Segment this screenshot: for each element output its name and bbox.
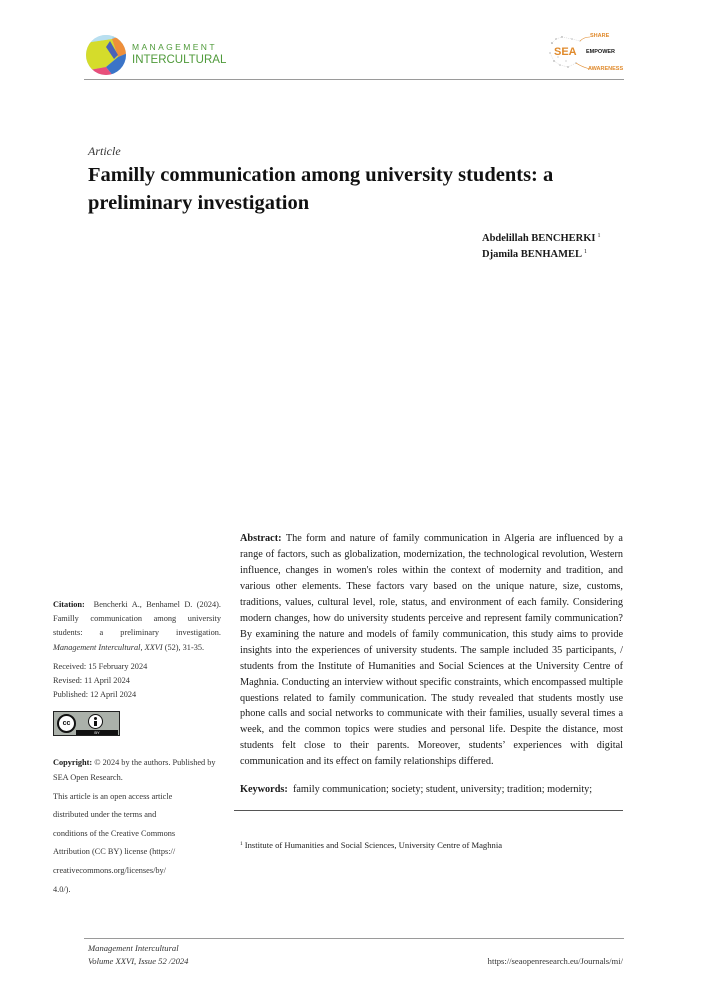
main-column: [240, 531, 623, 851]
publisher-logo-main: SEA: [554, 46, 577, 58]
affiliation-footnote: [240, 839, 623, 851]
keywords: [240, 782, 623, 798]
multicolor-ball-logo-icon: [84, 33, 128, 77]
cc-label: cc: [57, 714, 76, 733]
license-line: distributed under the terms and: [53, 810, 157, 820]
citation-label: Citation:: [53, 600, 85, 609]
title-block: [88, 143, 628, 263]
keywords-label: Keywords:: [240, 784, 288, 796]
footnote-text: Institute of Humanities and Social Sciences, University Centre of Maghnia: [244, 840, 503, 851]
attribution-person-icon: [88, 714, 103, 729]
copyright-text: © 2024 by the authors. Published by SEA Open Research.: [53, 757, 216, 782]
citation-tail: (52), 31-35.: [164, 642, 205, 652]
publisher-logo: [546, 31, 628, 77]
publisher-logo-share: SHARE: [590, 33, 610, 39]
journal-logo-line2: INTERCULTURAL: [132, 54, 227, 66]
footer-journal-info: [88, 942, 188, 968]
author-list: [88, 231, 628, 263]
received-date: Received: 15 February 2024: [53, 661, 148, 671]
license-line[interactable]: 4.0/).: [53, 884, 71, 894]
citation: [53, 598, 221, 655]
publisher-logo-awareness: AWARENESS: [588, 66, 624, 72]
keywords-divider: [234, 810, 623, 811]
article-title: Familly communication among university students: a preliminary investigation: [88, 164, 554, 214]
affiliation-mark: 1: [597, 233, 601, 239]
author-name: Djamila BENHAMEL: [482, 249, 583, 260]
abstract-text: The form and nature of family communication in Algeria are influenced by a range of factors, such as globalization, modernization, the technological revolution, Western influence, changes in women's roles within the context of modernity and tradition, and various other elements. These factors vary based on the unique nature, size, customs, traditions, values, cultural level, role, status, and environment of each family. Considering modern changes, how do university students perceive and represent family communication? By examining the nature and models of family communication, this study aims to provide insights into the experiences of university students. The sample included 35 participants, / students from the Institute of Humanities and Social Sciences at the University Centre of Maghnia. Conducting an interview without specific constraints, which encompassed multiple questions related to family communication. The study revealed that students mostly use phone calls and social networks to communicate with their families, usually several times a week, and the common topics were studies and personal life. Despite the distance, most students felt close to their parents. Moreover, students’ experiences with digital communication and its effect on family relationships differed.: [240, 533, 623, 768]
citation-journal: Management Intercultural, XXVI: [53, 642, 163, 652]
publisher-logo-empower: EMPOWER: [586, 49, 616, 55]
article-info-sidebar: [53, 598, 221, 899]
revised-date: Revised: 11 April 2024: [53, 676, 130, 686]
footer-journal-name: Management Intercultural: [88, 943, 179, 953]
keywords-text: family communication; society; student, university; tradition; modernity;: [292, 784, 593, 796]
license-line: This article is an open access article: [53, 791, 173, 801]
citation-text: Bencherki A., Benhamel D. (2024). Familly communication among university students: a preliminary investigation.: [53, 600, 221, 638]
copyright-label: Copyright:: [53, 757, 93, 767]
license-line[interactable]: creativecommons.org/licenses/by/: [53, 866, 166, 876]
article-dates: [53, 660, 221, 703]
license-text: [53, 788, 221, 900]
footer-journal-url[interactable]: https://seaopenresearch.eu/Journals/mi/: [487, 956, 623, 966]
article-type-label: Article: [88, 144, 121, 158]
footnote-mark: 1: [240, 841, 243, 848]
copyright: [53, 755, 221, 785]
journal-logo-line1: MANAGEMENT: [132, 42, 217, 52]
abstract: [240, 531, 623, 770]
abstract-label: Abstract:: [240, 533, 282, 544]
license-line[interactable]: Attribution (CC BY) license (https://: [53, 847, 176, 857]
license-line: conditions of the Creative Commons: [53, 828, 176, 838]
creative-commons-by-icon[interactable]: [53, 711, 120, 736]
journal-logo: [84, 33, 234, 77]
footer-divider: [84, 938, 624, 939]
footer-volume-issue: Volume XXVI, Issue 52 /2024: [88, 956, 189, 966]
author-name: Abdelillah BENCHERKI: [482, 233, 596, 244]
by-label: BY: [76, 730, 118, 735]
header-divider: [84, 79, 624, 80]
published-date: Published: 12 April 2024: [53, 690, 137, 700]
author-item: [482, 231, 628, 247]
author-item: [482, 247, 628, 263]
affiliation-mark: 1: [584, 249, 588, 255]
